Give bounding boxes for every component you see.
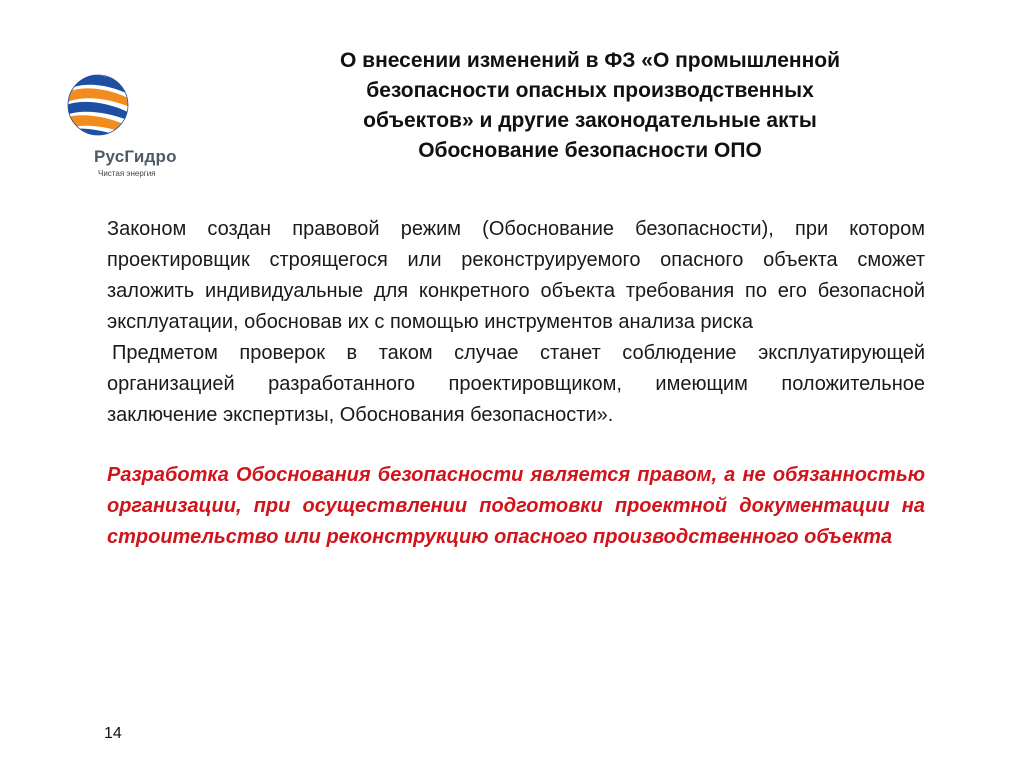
slide-title xyxy=(270,46,910,166)
body-paragraph-1: Законом создан правовой режим (Обоснование безопасности), при котором проектировщик строящегося или реконструируемого опасного объекта сможет заложить индивидуальные для конкретного объекта требования по его безопасной эксплуатации, обосновав их с помощью инструментов анализа риска xyxy=(107,218,925,333)
body-paragraph-2: Предметом проверок в таком случае станет соблюдение эксплуатирующей организацией разработанного проектировщиком, имеющим положительное заключение экспертизы, Обоснования безопасности». xyxy=(107,342,925,426)
logo-tagline: Чистая энергия xyxy=(98,169,156,178)
logo-company-name: РусГидро xyxy=(94,147,177,166)
body-text xyxy=(107,214,925,431)
rushydro-logo-icon xyxy=(66,72,130,138)
title-line: безопасности опасных производственных xyxy=(366,79,814,102)
title-line: О внесении изменений в ФЗ «О промышленной xyxy=(340,49,840,72)
title-line: объектов» и другие законодательные акты xyxy=(363,109,817,132)
page-number: 14 xyxy=(104,725,122,742)
emphasis-paragraph: Разработка Обоснования безопасности является правом, а не обязанностью организации, при осуществлении подготовки проектной документации на строительство или реконструкцию опасного производственного объекта xyxy=(107,464,925,548)
company-logo xyxy=(64,72,194,182)
title-line: Обоснование безопасности ОПО xyxy=(418,139,762,162)
